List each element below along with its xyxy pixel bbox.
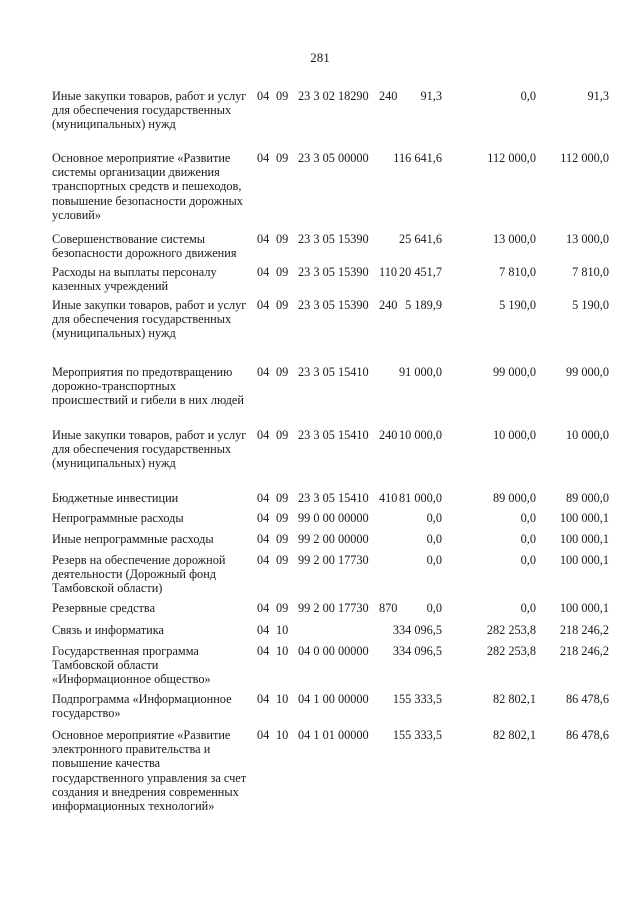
amount-year-3: 86 478,6 xyxy=(565,692,609,706)
amount-year-3: 100 000,1 xyxy=(559,532,609,546)
target-article-code: 23 3 05 15410 xyxy=(298,428,369,442)
row-name: Иные закупки товаров, работ и услуг для обеспечения государственных (муниципальных) нужд xyxy=(52,428,247,471)
target-article-code: 23 3 05 00000 xyxy=(298,151,369,165)
amount-year-1: 10 000,0 xyxy=(398,428,442,442)
subsection-code: 09 xyxy=(276,532,289,546)
amount-year-1: 0,0 xyxy=(426,532,442,546)
section-code: 04 xyxy=(257,623,270,637)
amount-year-1: 91,3 xyxy=(420,89,442,103)
subsection-code: 09 xyxy=(276,491,289,505)
section-code: 04 xyxy=(257,151,270,165)
section-code: 04 xyxy=(257,511,270,525)
target-article-code: 23 3 05 15390 xyxy=(298,298,369,312)
expense-type-code: 240 xyxy=(379,298,398,312)
section-code: 04 xyxy=(257,491,270,505)
amount-year-1: 81 000,0 xyxy=(398,491,442,505)
row-name: Расходы на выплаты персоналу казенных учреждений xyxy=(52,265,217,294)
expense-type-code: 410 xyxy=(379,491,398,505)
target-article-code: 99 2 00 17730 xyxy=(298,553,369,567)
amount-year-3: 100 000,1 xyxy=(559,511,609,525)
target-article-code: 04 0 00 00000 xyxy=(298,644,369,658)
amount-year-1: 155 333,5 xyxy=(392,728,442,742)
expense-type-code: 110 xyxy=(379,265,397,279)
amount-year-2: 282 253,8 xyxy=(486,644,536,658)
subsection-code: 10 xyxy=(276,728,289,742)
row-name: Совершенствование системы безопасности дорожного движения xyxy=(52,232,237,261)
row-name: Государственная программа Тамбовской области «Информационное общество» xyxy=(52,644,211,687)
amount-year-1: 116 641,6 xyxy=(393,151,442,165)
amount-year-3: 100 000,1 xyxy=(559,553,609,567)
target-article-code: 23 3 05 15410 xyxy=(298,491,369,505)
section-code: 04 xyxy=(257,365,270,379)
subsection-code: 10 xyxy=(276,692,289,706)
amount-year-2: 89 000,0 xyxy=(492,491,536,505)
amount-year-3: 13 000,0 xyxy=(565,232,609,246)
target-article-code: 99 2 00 17730 xyxy=(298,601,369,615)
amount-year-2: 82 802,1 xyxy=(492,692,536,706)
subsection-code: 09 xyxy=(276,601,289,615)
amount-year-1: 334 096,5 xyxy=(392,623,442,637)
row-name: Связь и информатика xyxy=(52,623,164,637)
target-article-code: 99 2 00 00000 xyxy=(298,532,369,546)
section-code: 04 xyxy=(257,232,270,246)
expense-type-code: 240 xyxy=(379,428,398,442)
subsection-code: 09 xyxy=(276,511,289,525)
amount-year-1: 0,0 xyxy=(426,601,442,615)
amount-year-2: 82 802,1 xyxy=(492,728,536,742)
row-name: Иные непрограммные расходы xyxy=(52,532,214,546)
subsection-code: 09 xyxy=(276,428,289,442)
subsection-code: 09 xyxy=(276,151,289,165)
section-code: 04 xyxy=(257,428,270,442)
section-code: 04 xyxy=(257,532,270,546)
section-code: 04 xyxy=(257,692,270,706)
subsection-code: 09 xyxy=(276,232,289,246)
amount-year-3: 112 000,0 xyxy=(560,151,609,165)
row-name: Иные закупки товаров, работ и услуг для обеспечения государственных (муниципальных) нужд xyxy=(52,89,247,132)
row-name: Непрограммные расходы xyxy=(52,511,184,525)
amount-year-3: 91,3 xyxy=(587,89,609,103)
amount-year-2: 282 253,8 xyxy=(486,623,536,637)
amount-year-2: 7 810,0 xyxy=(499,265,536,279)
amount-year-2: 0,0 xyxy=(520,553,536,567)
target-article-code: 23 3 05 15410 xyxy=(298,365,369,379)
amount-year-2: 0,0 xyxy=(520,532,536,546)
amount-year-1: 334 096,5 xyxy=(392,644,442,658)
amount-year-2: 5 190,0 xyxy=(499,298,536,312)
subsection-code: 09 xyxy=(276,298,289,312)
amount-year-3: 7 810,0 xyxy=(572,265,609,279)
amount-year-2: 99 000,0 xyxy=(492,365,536,379)
amount-year-2: 0,0 xyxy=(520,601,536,615)
subsection-code: 10 xyxy=(276,623,289,637)
row-name: Бюджетные инвестиции xyxy=(52,491,179,505)
subsection-code: 09 xyxy=(276,365,289,379)
section-code: 04 xyxy=(257,728,270,742)
amount-year-1: 5 189,9 xyxy=(405,298,442,312)
amount-year-2: 112 000,0 xyxy=(487,151,536,165)
amount-year-1: 91 000,0 xyxy=(398,365,442,379)
row-name: Основное мероприятие «Развитие системы организации движения транспортных средств и пешеходов, повышение безопасности дорожных условий» xyxy=(52,151,243,222)
subsection-code: 10 xyxy=(276,644,289,658)
amount-year-3: 218 246,2 xyxy=(559,623,609,637)
subsection-code: 09 xyxy=(276,265,289,279)
section-code: 04 xyxy=(257,644,270,658)
amount-year-3: 218 246,2 xyxy=(559,644,609,658)
amount-year-1: 25 641,6 xyxy=(398,232,442,246)
section-code: 04 xyxy=(257,298,270,312)
target-article-code: 23 3 02 18290 xyxy=(298,89,369,103)
row-name: Иные закупки товаров, работ и услуг для обеспечения государственных (муниципальных) нужд xyxy=(52,298,247,341)
amount-year-2: 0,0 xyxy=(520,89,536,103)
subsection-code: 09 xyxy=(276,553,289,567)
amount-year-3: 100 000,1 xyxy=(559,601,609,615)
row-name: Резерв на обеспечение дорожной деятельности (Дорожный фонд Тамбовской области) xyxy=(52,553,226,596)
section-code: 04 xyxy=(257,553,270,567)
row-name: Основное мероприятие «Развитие электронного правительства и повышение качества государственного управления за счет создания и внедрения современных информационных технологий» xyxy=(52,728,247,814)
amount-year-3: 99 000,0 xyxy=(565,365,609,379)
target-article-code: 04 1 00 00000 xyxy=(298,692,369,706)
expense-type-code: 870 xyxy=(379,601,398,615)
amount-year-3: 10 000,0 xyxy=(565,428,609,442)
target-article-code: 04 1 01 00000 xyxy=(298,728,369,742)
target-article-code: 23 3 05 15390 xyxy=(298,232,369,246)
amount-year-1: 155 333,5 xyxy=(392,692,442,706)
amount-year-1: 0,0 xyxy=(426,553,442,567)
amount-year-1: 0,0 xyxy=(426,511,442,525)
target-article-code: 23 3 05 15390 xyxy=(298,265,369,279)
amount-year-1: 20 451,7 xyxy=(398,265,442,279)
section-code: 04 xyxy=(257,89,270,103)
row-name: Подпрограмма «Информационное государство» xyxy=(52,692,232,721)
amount-year-2: 13 000,0 xyxy=(492,232,536,246)
amount-year-3: 89 000,0 xyxy=(565,491,609,505)
section-code: 04 xyxy=(257,601,270,615)
page-number: 281 xyxy=(310,50,330,65)
row-name: Резервные средства xyxy=(52,601,156,615)
amount-year-3: 86 478,6 xyxy=(565,728,609,742)
amount-year-2: 10 000,0 xyxy=(492,428,536,442)
subsection-code: 09 xyxy=(276,89,289,103)
section-code: 04 xyxy=(257,265,270,279)
target-article-code: 99 0 00 00000 xyxy=(298,511,369,525)
expense-type-code: 240 xyxy=(379,89,398,103)
row-name: Мероприятия по предотвращению дорожно-транспортных происшествий и гибели в них людей xyxy=(52,365,244,408)
amount-year-3: 5 190,0 xyxy=(572,298,609,312)
amount-year-2: 0,0 xyxy=(520,511,536,525)
